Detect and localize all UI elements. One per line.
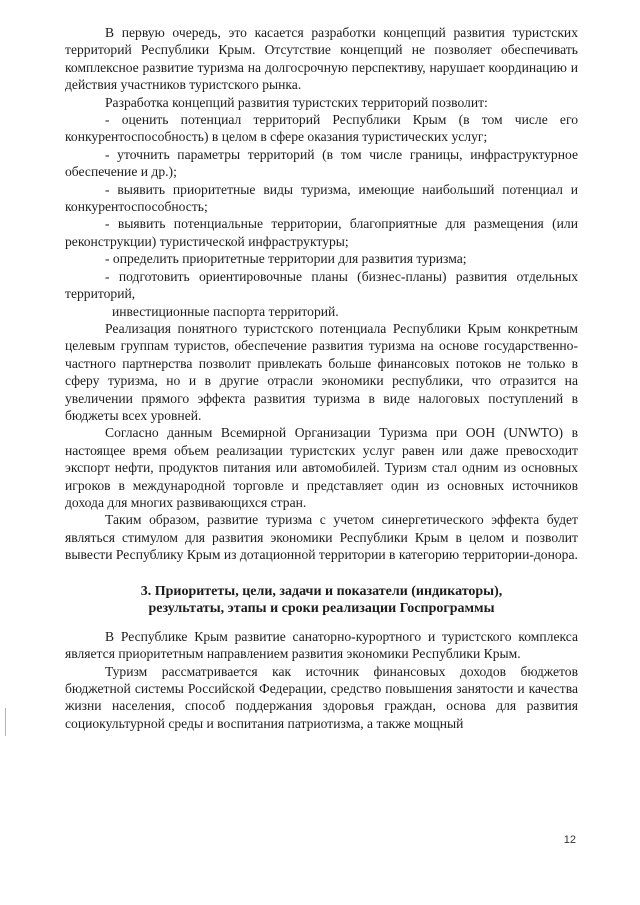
- list-item: - выявить приоритетные виды туризма, имеющие наибольший потенциал и конкурентоспособность;: [65, 181, 578, 215]
- section-heading-line1: 3. Приоритеты, цели, задачи и показатели (индикаторы),: [140, 583, 503, 599]
- list-item: - подготовить ориентировочные планы (бизнес-планы) развития отдельных территорий,: [65, 268, 578, 302]
- list-item: - оценить потенциал территорий Республики Крым (в том числе его конкурентоспособность) в целом в сфере оказания туристических услуг;: [65, 112, 578, 145]
- paragraph-development-allows: Разработка концепций развития туристских территорий позволит:: [105, 94, 488, 110]
- scan-edge-mark: [5, 708, 6, 736]
- spacer: [65, 618, 578, 628]
- list-item: - выявить потенциальные территории, благоприятные для размещения (или реконструкции) туристической инфраструктуры;: [65, 216, 578, 249]
- section-heading-line2: результаты, этапы и сроки реализации Госпрограммы: [148, 601, 495, 617]
- list-item: - определить приоритетные территории для развития туризма;: [105, 251, 467, 267]
- list-item-continuation: инвестиционные паспорта территорий.: [112, 303, 339, 319]
- paragraph-realization: Реализация понятного туристского потенциала Республики Крым конкретным целевым группам туристов, обеспечение развития туризма на основе государственно-частного партнерства позволит привлекать больше финансовых потоков не только в сферу туризма, но и в другие отрасли экономики республики, что отразится на увеличении прямого эффекта развития туризма в виде налоговых поступлений в бюджеты всех уровней.: [65, 320, 578, 423]
- paragraph-concepts: В первую очередь, это касается разработки концепций развития туристских территорий Республики Крым. Отсутствие концепций не позволяет обеспечивать комплексное развитие туризма на долгосрочную перспективу, нарушает координацию и действия участников туристского рынка.: [65, 25, 578, 93]
- paragraph-synergy: Таким образом, развитие туризма с учетом синергетического эффекта будет являться стимулом для развития экономики Республики Крым в целом и позволит вывести Республику Крым из дотационной территории в категорию территории-донора.: [65, 512, 578, 563]
- paragraph-tourism-income: Туризм рассматривается как источник финансовых доходов бюджетов бюджетной системы Российской Федерации, средство повышения занятости и качества жизни населения, способ поддержания здоровья граждан, основа для развития социокультурной среды и воспитания патриотизма, а также мощный: [65, 663, 578, 731]
- paragraph-unwto: Согласно данным Всемирной Организации Туризма при ООН (UNWTO) в настоящее время объем реализации туристских услуг равен или даже превосходит экспорт нефти, продуктов питания или автомобилей. Туризм стал одним из основных игроков в международной торговле и представляет один из основных источников дохода для многих развивающихся стран.: [65, 425, 578, 510]
- paragraph-priority: В Республике Крым развитие санаторно-курортного и туристского комплекса является приоритетным направлением развития экономики Республики Крым.: [65, 628, 578, 662]
- page-body: [65, 24, 578, 732]
- spacer: [65, 564, 578, 583]
- page-number: 12: [563, 834, 576, 846]
- list-item: - уточнить параметры территорий (в том числе границы, инфраструктурное обеспечение и др.);: [65, 146, 578, 180]
